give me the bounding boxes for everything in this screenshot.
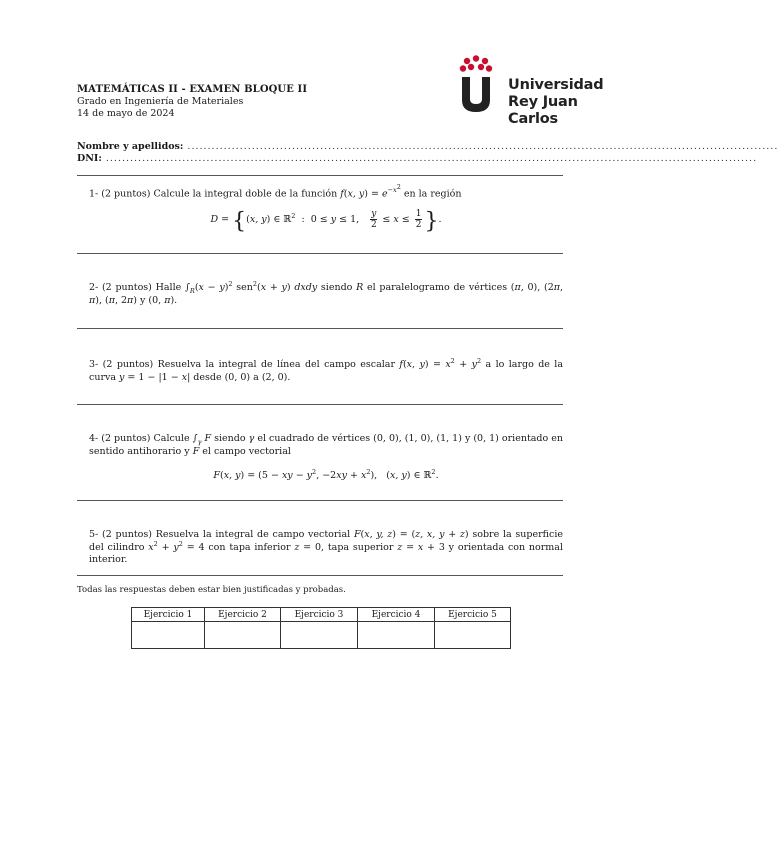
divider	[77, 575, 563, 576]
grade-cell[interactable]	[358, 622, 435, 649]
divider	[77, 175, 563, 176]
question-3-statement: 3- (2 puntos) Resuelva la integral de línea del campo escalar f(x, $y) = x^2 + y^2$ a lo largo de la curva y = 1 − |1 − x| desde (0, 0) a (2, 0).	[89, 356, 564, 383]
grades-header-cell: Ejercicio 5	[435, 608, 511, 622]
divider	[77, 404, 563, 405]
dni-label: DNI:	[77, 153, 102, 164]
grades-header-cell: Ejercicio 2	[205, 608, 281, 622]
question-2	[89, 279, 564, 307]
university-name-line2: Rey Juan Carlos	[508, 94, 578, 127]
exam-date: 14 de mayo de 2024	[77, 108, 175, 119]
footer-note: Todas las respuestas deben estar bien justificadas y probadas.	[77, 585, 346, 595]
urjc-crown-u-icon	[458, 55, 498, 115]
question-5-statement: 5- (2 puntos) Resuelva la integral de campo vectorial F(x, y, z) = (z, x, y + z) sobre la superficie del cilindro $x^2 + y^2 = 4$ con tapa inferior z = 0, tapa superior z = x + 3 y orientada con normal interior.	[89, 529, 564, 565]
question-1	[89, 183, 563, 234]
question-4	[89, 433, 563, 483]
grade-cell[interactable]	[435, 622, 511, 649]
grade-cell[interactable]	[281, 622, 358, 649]
divider	[77, 253, 563, 254]
exam-title: MATEMÁTICAS II - EXAMEN BLOQUE II	[77, 84, 308, 95]
name-label: Nombre y apellidos:	[77, 141, 184, 152]
name-field[interactable]: ...................................................................................................................................................	[183, 141, 778, 152]
divider	[77, 328, 563, 329]
grades-header-cell: Ejercicio 3	[281, 608, 358, 622]
grades-score-row	[132, 622, 511, 649]
question-4-statement: 4- (2 puntos) Calcule $\int_\gamma$ F siendo γ el cuadrado de vértices (0, 0), (1, 0), (1, 1) y (0, 1) orientado en sentido antihorario y F el campo vectorial	[89, 433, 563, 457]
grades-header-cell: Ejercicio 1	[132, 608, 205, 622]
grades-header-cell: Ejercicio 4	[358, 608, 435, 622]
university-name-line1: Universidad	[508, 77, 604, 93]
grades-header-row	[132, 608, 511, 622]
question-1-formula: D = {(x, y) ∈ ℝ$^2$ : 0 ≤ y ≤ 1, $\frac{y}{2}$ ≤ x ≤ $\frac{1}{2}$ }.	[210, 208, 442, 234]
grade-cell[interactable]	[132, 622, 205, 649]
question-4-formula: F(x, y) = (5 − xy − $y^2$, $-2xy + x^2$), (x, y) ∈ ℝ$^2$.	[213, 467, 439, 481]
degree-name: Grado en Ingeniería de Materiales	[77, 96, 244, 107]
question-2-statement: 2- (2 puntos) Halle $\int_R(x - y)^2$ sen$^2$(x + y) dxdy siendo R el paralelogramo de vértices (π, 0), (2π, π), (π, 2π) y (0, π).	[89, 279, 564, 306]
university-logo	[458, 55, 628, 127]
grades-table	[131, 607, 511, 649]
exam-header	[77, 84, 307, 120]
question-3	[89, 356, 564, 384]
dni-field-row	[77, 153, 758, 165]
student-info	[77, 141, 778, 165]
grade-cell[interactable]	[205, 622, 281, 649]
name-field-row	[77, 141, 778, 153]
divider	[77, 500, 563, 501]
university-name	[508, 77, 628, 128]
dni-field[interactable]: ..................................................................................................................................................................	[101, 153, 758, 164]
question-1-statement: 1- (2 puntos) Calcule la integral doble de la función f(x, $y) = e^{-x^2}$ en la región	[89, 183, 462, 200]
question-5	[89, 529, 563, 567]
